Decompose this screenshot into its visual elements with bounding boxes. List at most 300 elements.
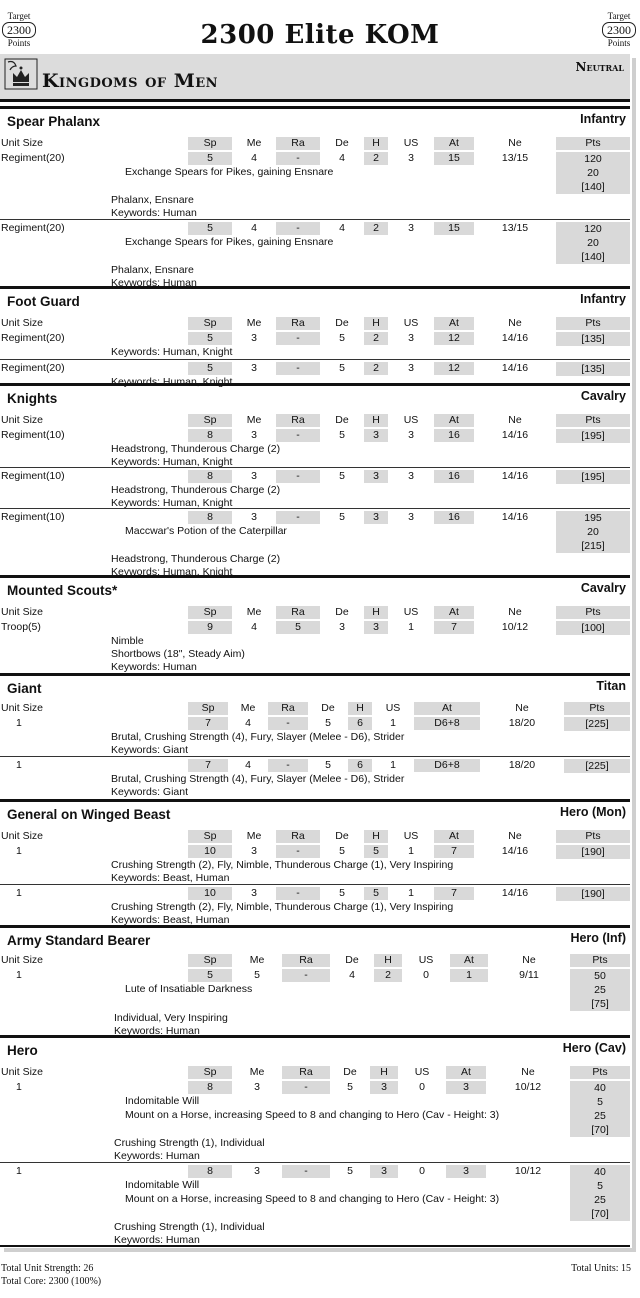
unit-size-value: Regiment(20) bbox=[1, 222, 65, 234]
stat-h: 6 bbox=[348, 717, 372, 730]
col-sp: Sp bbox=[188, 830, 232, 843]
unit-size-value: Regiment(20) bbox=[1, 362, 65, 374]
unit-size-value: Regiment(10) bbox=[1, 511, 65, 523]
col-de: De bbox=[335, 317, 349, 329]
unit-option: Mount on a Horse, increasing Speed to 8 and changing to Hero (Cav - Height: 3) bbox=[125, 1109, 500, 1121]
stat-us: 3 bbox=[408, 429, 414, 441]
stat-h: 3 bbox=[364, 470, 388, 483]
col-us: US bbox=[403, 414, 419, 426]
col-ra: Ra bbox=[276, 414, 320, 427]
target-value: 2300 bbox=[602, 22, 636, 38]
points-total: [135] bbox=[581, 363, 605, 375]
stat-h: 3 bbox=[364, 429, 388, 442]
army-alignment: Neutral bbox=[575, 60, 624, 74]
col-h: H bbox=[364, 317, 388, 330]
unit-name: Giant bbox=[7, 681, 42, 696]
stat-sp: 9 bbox=[188, 621, 232, 634]
stat-ne: 13/15 bbox=[501, 222, 529, 234]
unit-keywords: Keywords: Beast, Human bbox=[111, 872, 230, 884]
unit-option: Mount on a Horse, increasing Speed to 8 and changing to Hero (Cav - Height: 3) bbox=[125, 1193, 500, 1205]
col-ra: Ra bbox=[282, 954, 330, 967]
points-total: [70] bbox=[591, 1124, 609, 1136]
col-h: H bbox=[364, 830, 388, 843]
col-us: US bbox=[414, 1066, 430, 1078]
col-pts: Pts bbox=[570, 954, 630, 967]
col-unit-size: Unit Size bbox=[1, 830, 44, 842]
unit-size-value: Regiment(10) bbox=[1, 429, 65, 441]
col-pts: Pts bbox=[556, 830, 630, 843]
unit-name: Hero bbox=[7, 1043, 38, 1058]
unit-row bbox=[0, 1162, 630, 1246]
col-sp: Sp bbox=[188, 414, 232, 427]
unit-keywords: Keywords: Human, Knight bbox=[111, 497, 233, 509]
army-name: Kingdoms of Men bbox=[42, 70, 219, 92]
points-total: [190] bbox=[581, 888, 605, 900]
col-h: H bbox=[364, 137, 388, 150]
special-rules: Brutal, Crushing Strength (4), Fury, Slayer (Melee - D6), Strider bbox=[111, 731, 405, 743]
stat-h: 2 bbox=[364, 152, 388, 165]
unit-keywords: Keywords: Human bbox=[111, 661, 197, 673]
unit-row bbox=[0, 884, 630, 926]
col-unit-size: Unit Size bbox=[1, 606, 44, 618]
unit-section-army-standard-bearer bbox=[0, 925, 630, 1035]
stat-ra: - bbox=[276, 511, 320, 524]
unit-name: Spear Phalanx bbox=[7, 114, 101, 129]
unit-keywords: Keywords: Human, Knight bbox=[111, 566, 233, 578]
points-option: 25 bbox=[594, 984, 606, 996]
col-ra: Ra bbox=[268, 702, 308, 715]
unit-name: Foot Guard bbox=[7, 294, 80, 309]
special-rules: Crushing Strength (1), Individual bbox=[114, 1221, 265, 1233]
stat-h: 3 bbox=[370, 1081, 398, 1094]
stat-me: 3 bbox=[251, 362, 257, 374]
stat-ra: - bbox=[282, 1165, 330, 1178]
stat-at: 12 bbox=[434, 332, 474, 345]
stat-header-row bbox=[0, 414, 630, 427]
points-option: 5 bbox=[597, 1180, 603, 1192]
col-pts: Pts bbox=[556, 414, 630, 427]
stat-ra: - bbox=[276, 152, 320, 165]
stat-h: 2 bbox=[374, 969, 402, 982]
unit-row bbox=[0, 467, 630, 509]
stat-at: 1 bbox=[450, 969, 488, 982]
points-base: 40 bbox=[594, 1082, 606, 1094]
col-sp: Sp bbox=[188, 954, 232, 967]
stat-sp: 8 bbox=[188, 1081, 232, 1094]
special-rules: Individual, Very Inspiring bbox=[114, 1012, 228, 1024]
points-cell bbox=[570, 1081, 630, 1137]
col-pts: Pts bbox=[556, 606, 630, 619]
stat-us: 1 bbox=[390, 759, 396, 771]
stat-at: 16 bbox=[434, 470, 474, 483]
points-label: Points bbox=[7, 38, 31, 48]
stat-sp: 10 bbox=[188, 845, 232, 858]
page-shadow-bottom bbox=[4, 1248, 636, 1252]
unit-option: Exchange Spears for Pikes, gaining Ensnare bbox=[125, 236, 334, 248]
stat-header-row bbox=[0, 137, 630, 150]
stat-at: D6+8 bbox=[414, 759, 480, 772]
footer-total-core: Total Core: 2300 (100%) bbox=[1, 1276, 102, 1287]
stat-at: 15 bbox=[434, 152, 474, 165]
col-pts: Pts bbox=[564, 702, 630, 715]
col-unit-size: Unit Size bbox=[1, 1066, 44, 1078]
unit-option: Maccwar's Potion of the Caterpillar bbox=[125, 525, 287, 537]
stat-header-row bbox=[0, 1066, 630, 1079]
unit-size-value: 1 bbox=[16, 1165, 22, 1177]
stat-ra: - bbox=[276, 429, 320, 442]
unit-name: Knights bbox=[7, 391, 58, 406]
points-base: 40 bbox=[594, 1166, 606, 1178]
col-at: At bbox=[434, 606, 474, 619]
unit-section-hero bbox=[0, 1035, 630, 1247]
stat-h: 2 bbox=[364, 222, 388, 235]
stat-de: 5 bbox=[339, 887, 345, 899]
unit-section-foot-guard bbox=[0, 286, 630, 388]
col-pts: Pts bbox=[570, 1066, 630, 1079]
points-label: Points bbox=[607, 38, 631, 48]
col-sp: Sp bbox=[188, 137, 232, 150]
stat-ne: 10/12 bbox=[514, 1165, 542, 1177]
target-label: Target bbox=[607, 11, 631, 21]
special-rules: Headstrong, Thunderous Charge (2) bbox=[111, 443, 281, 455]
points-cell bbox=[570, 1165, 630, 1221]
unit-row bbox=[0, 756, 630, 798]
stat-de: 5 bbox=[347, 1081, 353, 1093]
unit-keywords: Keywords: Human bbox=[114, 1150, 200, 1162]
unit-type: Titan bbox=[596, 679, 626, 693]
stat-header-row bbox=[0, 317, 630, 330]
stat-at: 7 bbox=[434, 621, 474, 634]
stat-me: 3 bbox=[251, 470, 257, 482]
col-pts: Pts bbox=[556, 137, 630, 150]
stat-ne: 9/11 bbox=[519, 969, 539, 981]
special-rules: Crushing Strength (1), Individual bbox=[114, 1137, 265, 1149]
unit-type: Infantry bbox=[580, 112, 626, 126]
unit-keywords: Keywords: Human, Knight bbox=[111, 456, 233, 468]
stat-de: 4 bbox=[339, 222, 345, 234]
col-us: US bbox=[403, 830, 419, 842]
unit-type: Infantry bbox=[580, 292, 626, 306]
unit-keywords: Keywords: Human, Knight bbox=[111, 346, 233, 358]
col-me: Me bbox=[246, 606, 262, 618]
stat-ne: 14/16 bbox=[501, 887, 529, 899]
points-total: [75] bbox=[591, 998, 609, 1010]
unit-keywords: Keywords: Human bbox=[114, 1025, 200, 1037]
col-de: De bbox=[335, 137, 349, 149]
col-ne: Ne bbox=[515, 702, 529, 714]
unit-section-spear-phalanx bbox=[0, 106, 630, 289]
stat-ra: - bbox=[276, 887, 320, 900]
unit-keywords: Keywords: Human bbox=[111, 207, 197, 219]
points-cell bbox=[556, 470, 630, 484]
points-cell bbox=[564, 759, 630, 773]
stat-ra: - bbox=[282, 969, 330, 982]
stat-us: 1 bbox=[408, 621, 414, 633]
stat-de: 5 bbox=[339, 362, 345, 374]
unit-row bbox=[0, 508, 630, 578]
stat-us: 3 bbox=[408, 470, 414, 482]
special-rules: Crushing Strength (2), Fly, Nimble, Thunderous Charge (1), Very Inspiring bbox=[111, 901, 454, 913]
col-me: Me bbox=[246, 830, 262, 842]
stat-ne: 18/20 bbox=[508, 759, 536, 771]
unit-size-value: 1 bbox=[16, 717, 22, 729]
stat-at: 15 bbox=[434, 222, 474, 235]
stat-ne: 14/16 bbox=[501, 470, 529, 482]
stat-at: 12 bbox=[434, 362, 474, 375]
col-sp: Sp bbox=[188, 702, 228, 715]
stat-ra: - bbox=[268, 759, 308, 772]
stat-ne: 13/15 bbox=[501, 152, 529, 164]
stat-me: 5 bbox=[254, 969, 260, 981]
stat-ra: - bbox=[276, 362, 320, 375]
stat-at: 3 bbox=[446, 1081, 486, 1094]
unit-option: Lute of Insatiable Darkness bbox=[125, 983, 253, 995]
col-de: De bbox=[345, 954, 359, 966]
stat-sp: 5 bbox=[188, 362, 232, 375]
col-pts: Pts bbox=[556, 317, 630, 330]
army-banner bbox=[0, 54, 630, 102]
unit-type: Hero (Inf) bbox=[570, 931, 626, 945]
col-ne: Ne bbox=[508, 317, 522, 329]
col-ne: Ne bbox=[508, 830, 522, 842]
unit-type: Cavalry bbox=[580, 389, 626, 403]
stat-me: 3 bbox=[251, 429, 257, 441]
col-us: US bbox=[418, 954, 434, 966]
stat-sp: 5 bbox=[188, 222, 232, 235]
stat-at: 7 bbox=[434, 887, 474, 900]
stat-de: 5 bbox=[339, 332, 345, 344]
points-option: 5 bbox=[597, 1096, 603, 1108]
stat-h: 5 bbox=[364, 845, 388, 858]
stat-sp: 7 bbox=[188, 759, 228, 772]
stat-sp: 8 bbox=[188, 511, 232, 524]
stat-h: 3 bbox=[370, 1165, 398, 1178]
points-total: [215] bbox=[581, 540, 605, 552]
unit-size-value: 1 bbox=[16, 1081, 22, 1093]
col-at: At bbox=[434, 137, 474, 150]
points-cell bbox=[556, 511, 630, 553]
stat-me: 3 bbox=[254, 1081, 260, 1093]
points-total: [225] bbox=[585, 760, 609, 772]
stat-sp: 8 bbox=[188, 1165, 232, 1178]
stat-h: 5 bbox=[364, 887, 388, 900]
col-unit-size: Unit Size bbox=[1, 414, 44, 426]
stat-header-row bbox=[0, 830, 630, 843]
stat-h: 6 bbox=[348, 759, 372, 772]
unit-section-general-winged-beast bbox=[0, 799, 630, 925]
special-rules: Headstrong, Thunderous Charge (2) bbox=[111, 484, 281, 496]
stat-de: 4 bbox=[339, 152, 345, 164]
stat-at: 16 bbox=[434, 429, 474, 442]
stat-me: 3 bbox=[254, 1165, 260, 1177]
stat-de: 5 bbox=[339, 470, 345, 482]
unit-size-value: 1 bbox=[16, 759, 22, 771]
stat-us: 1 bbox=[408, 845, 414, 857]
stat-us: 0 bbox=[423, 969, 429, 981]
points-option: 20 bbox=[587, 526, 599, 538]
stat-us: 3 bbox=[408, 222, 414, 234]
stat-sp: 5 bbox=[188, 969, 232, 982]
col-me: Me bbox=[249, 954, 265, 966]
points-cell bbox=[556, 621, 630, 635]
points-total: [195] bbox=[581, 430, 605, 442]
stat-ra: - bbox=[276, 845, 320, 858]
unit-type: Hero (Cav) bbox=[562, 1041, 626, 1055]
col-sp: Sp bbox=[188, 317, 232, 330]
unit-section-knights bbox=[0, 383, 630, 578]
col-unit-size: Unit Size bbox=[1, 954, 44, 966]
col-h: H bbox=[364, 606, 388, 619]
points-option: 25 bbox=[594, 1110, 606, 1122]
stat-me: 4 bbox=[245, 759, 251, 771]
special-rules: Phalanx, Ensnare bbox=[111, 264, 194, 276]
stat-ne: 10/12 bbox=[514, 1081, 542, 1093]
special-rules: Headstrong, Thunderous Charge (2) bbox=[111, 553, 281, 565]
stat-ra: - bbox=[276, 222, 320, 235]
points-base: 195 bbox=[584, 512, 602, 524]
stat-me: 3 bbox=[251, 511, 257, 523]
unit-size-value: 1 bbox=[16, 887, 22, 899]
points-cell bbox=[556, 152, 630, 194]
col-de: De bbox=[335, 606, 349, 618]
stat-sp: 8 bbox=[188, 429, 232, 442]
unit-keywords: Keywords: Beast, Human bbox=[111, 914, 230, 926]
points-cell bbox=[556, 887, 630, 901]
points-cell bbox=[556, 429, 630, 443]
unit-size-value: Regiment(10) bbox=[1, 470, 65, 482]
points-base: 120 bbox=[584, 223, 602, 235]
stat-de: 5 bbox=[339, 429, 345, 441]
col-de: De bbox=[335, 830, 349, 842]
col-de: De bbox=[321, 702, 335, 714]
col-unit-size: Unit Size bbox=[1, 137, 44, 149]
points-total: [225] bbox=[585, 718, 609, 730]
points-cell bbox=[556, 222, 630, 264]
col-ne: Ne bbox=[508, 137, 522, 149]
footer-total-units: Total Units: 15 bbox=[571, 1263, 631, 1274]
points-cell bbox=[556, 845, 630, 859]
stat-ne: 14/16 bbox=[501, 362, 529, 374]
points-option: 20 bbox=[587, 237, 599, 249]
unit-name: Army Standard Bearer bbox=[7, 933, 151, 948]
unit-option: Exchange Spears for Pikes, gaining Ensnare bbox=[125, 166, 334, 178]
col-ra: Ra bbox=[276, 317, 320, 330]
unit-size-value: Regiment(20) bbox=[1, 332, 65, 344]
special-rules: Phalanx, Ensnare bbox=[111, 194, 194, 206]
col-ra: Ra bbox=[276, 137, 320, 150]
col-at: At bbox=[434, 414, 474, 427]
points-option: 20 bbox=[587, 167, 599, 179]
col-us: US bbox=[403, 317, 419, 329]
stat-ne: 14/16 bbox=[501, 845, 529, 857]
col-me: Me bbox=[249, 1066, 265, 1078]
stat-sp: 8 bbox=[188, 470, 232, 483]
col-us: US bbox=[403, 137, 419, 149]
points-total: [135] bbox=[581, 333, 605, 345]
col-at: At bbox=[446, 1066, 486, 1079]
points-base: 120 bbox=[584, 153, 602, 165]
unit-type: Cavalry bbox=[580, 581, 626, 595]
stat-at: 3 bbox=[446, 1165, 486, 1178]
stat-de: 5 bbox=[347, 1165, 353, 1177]
points-total: [195] bbox=[581, 471, 605, 483]
stat-us: 3 bbox=[408, 332, 414, 344]
stat-sp: 10 bbox=[188, 887, 232, 900]
points-cell bbox=[564, 717, 630, 731]
special-rules: Nimble bbox=[111, 635, 144, 647]
stat-me: 3 bbox=[251, 887, 257, 899]
col-ra: Ra bbox=[282, 1066, 330, 1079]
stat-header-row bbox=[0, 702, 630, 715]
stat-us: 0 bbox=[419, 1081, 425, 1093]
stat-me: 4 bbox=[251, 222, 257, 234]
col-h: H bbox=[348, 702, 372, 715]
unit-section-mounted-scouts bbox=[0, 575, 630, 673]
stat-ne: 14/16 bbox=[501, 332, 529, 344]
col-unit-size: Unit Size bbox=[1, 702, 44, 714]
stat-ne: 18/20 bbox=[508, 717, 536, 729]
col-ne: Ne bbox=[508, 606, 522, 618]
stat-me: 3 bbox=[251, 332, 257, 344]
points-total: [70] bbox=[591, 1208, 609, 1220]
page-shadow bbox=[632, 58, 636, 1248]
unit-type: Hero (Mon) bbox=[560, 805, 626, 819]
unit-size-value: Regiment(20) bbox=[1, 152, 65, 164]
col-unit-size: Unit Size bbox=[1, 317, 44, 329]
unit-name: Mounted Scouts* bbox=[7, 583, 118, 598]
unit-keywords: Keywords: Human bbox=[114, 1234, 200, 1246]
points-option: 25 bbox=[594, 1194, 606, 1206]
unit-keywords: Keywords: Giant bbox=[111, 744, 189, 756]
target-value: 2300 bbox=[2, 22, 36, 38]
stat-ra: 5 bbox=[276, 621, 320, 634]
unit-section-giant bbox=[0, 673, 630, 799]
col-h: H bbox=[374, 954, 402, 967]
points-total: [100] bbox=[581, 622, 605, 634]
stat-us: 3 bbox=[408, 511, 414, 523]
target-label: Target bbox=[7, 11, 31, 21]
stat-de: 5 bbox=[339, 845, 345, 857]
points-total: [140] bbox=[581, 251, 605, 263]
stat-ra: - bbox=[276, 332, 320, 345]
footer-unit-strength: Total Unit Strength: 26 bbox=[1, 1263, 94, 1274]
stat-de: 5 bbox=[325, 759, 331, 771]
points-base: 50 bbox=[594, 970, 606, 982]
points-total: [140] bbox=[581, 181, 605, 193]
unit-keywords: Keywords: Human, Knight bbox=[111, 376, 233, 388]
stat-h: 3 bbox=[364, 511, 388, 524]
special-rules: Brutal, Crushing Strength (4), Fury, Slayer (Melee - D6), Strider bbox=[111, 773, 405, 785]
col-h: H bbox=[364, 414, 388, 427]
col-ne: Ne bbox=[522, 954, 536, 966]
stat-de: 5 bbox=[339, 511, 345, 523]
stat-h: 3 bbox=[364, 621, 388, 634]
col-me: Me bbox=[246, 317, 262, 329]
col-sp: Sp bbox=[188, 606, 232, 619]
stat-us: 0 bbox=[419, 1165, 425, 1177]
stat-sp: 5 bbox=[188, 152, 232, 165]
stat-h: 2 bbox=[364, 332, 388, 345]
stat-me: 3 bbox=[251, 845, 257, 857]
col-ra: Ra bbox=[276, 830, 320, 843]
col-ne: Ne bbox=[521, 1066, 535, 1078]
unit-row bbox=[0, 219, 630, 289]
col-at: At bbox=[434, 317, 474, 330]
stat-me: 4 bbox=[251, 621, 257, 633]
points-cell bbox=[556, 332, 630, 346]
col-ra: Ra bbox=[276, 606, 320, 619]
stat-ra: - bbox=[268, 717, 308, 730]
